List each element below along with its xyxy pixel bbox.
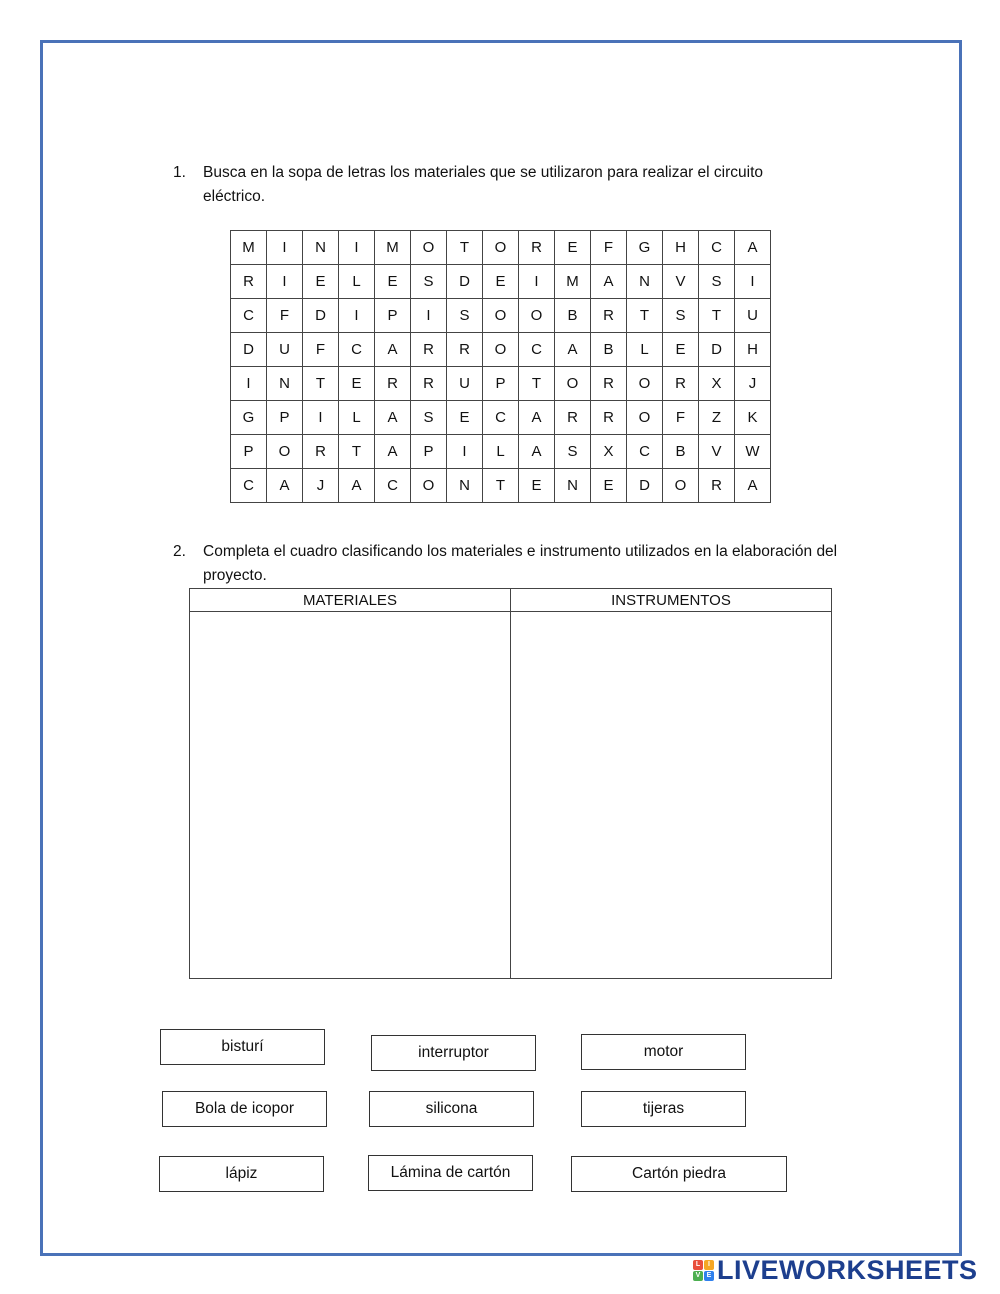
word-search-cell[interactable]: A bbox=[555, 333, 591, 367]
word-search-cell[interactable]: L bbox=[339, 265, 375, 299]
word-search-cell[interactable]: A bbox=[735, 469, 771, 503]
word-search-cell[interactable]: L bbox=[483, 435, 519, 469]
word-search-cell[interactable]: E bbox=[519, 469, 555, 503]
liveworksheets-logo bbox=[693, 1255, 978, 1285]
word-search-cell[interactable]: E bbox=[375, 265, 411, 299]
liveworksheets-mark-icon bbox=[693, 1260, 714, 1281]
word-search-cell[interactable]: U bbox=[447, 367, 483, 401]
word-search-cell[interactable]: M bbox=[555, 265, 591, 299]
word-search-cell[interactable]: C bbox=[339, 333, 375, 367]
word-search-cell[interactable]: I bbox=[267, 231, 303, 265]
word-search-cell[interactable]: T bbox=[483, 469, 519, 503]
word-search-cell[interactable]: P bbox=[483, 367, 519, 401]
question-1 bbox=[173, 161, 813, 211]
word-search-cell[interactable]: I bbox=[339, 231, 375, 265]
word-search-row bbox=[231, 435, 771, 469]
word-search-cell[interactable]: O bbox=[411, 231, 447, 265]
word-search-cell[interactable]: T bbox=[447, 231, 483, 265]
word-search-cell[interactable]: X bbox=[591, 435, 627, 469]
word-search-cell[interactable]: U bbox=[267, 333, 303, 367]
word-search-cell[interactable]: T bbox=[627, 299, 663, 333]
word-search-cell[interactable]: I bbox=[303, 401, 339, 435]
word-search-cell[interactable]: P bbox=[231, 435, 267, 469]
word-chip-interruptor[interactable]: interruptor bbox=[371, 1035, 536, 1071]
word-search-cell[interactable]: S bbox=[447, 299, 483, 333]
word-search-cell[interactable]: D bbox=[447, 265, 483, 299]
question-1-number: 1. bbox=[173, 164, 186, 181]
word-search-cell[interactable]: E bbox=[555, 231, 591, 265]
word-search-cell[interactable]: P bbox=[267, 401, 303, 435]
word-search-cell[interactable]: S bbox=[663, 299, 699, 333]
word-search-cell[interactable]: I bbox=[231, 367, 267, 401]
word-search-row bbox=[231, 469, 771, 503]
word-chip-lamina-de-carton[interactable]: Lámina de cartón bbox=[368, 1155, 533, 1191]
word-search-cell[interactable]: R bbox=[411, 367, 447, 401]
word-search-row bbox=[231, 367, 771, 401]
word-search-cell[interactable]: F bbox=[267, 299, 303, 333]
word-search-cell[interactable]: M bbox=[375, 231, 411, 265]
word-search-cell[interactable]: D bbox=[627, 469, 663, 503]
word-search-cell[interactable]: V bbox=[663, 265, 699, 299]
word-search-cell[interactable]: B bbox=[555, 299, 591, 333]
word-search-cell[interactable]: S bbox=[411, 401, 447, 435]
word-chip-bola-de-icopor[interactable]: Bola de icopor bbox=[162, 1091, 327, 1127]
instruments-drop-zone[interactable] bbox=[511, 612, 832, 979]
word-search-cell[interactable]: R bbox=[519, 231, 555, 265]
word-search-cell[interactable]: A bbox=[375, 333, 411, 367]
word-search-row bbox=[231, 231, 771, 265]
word-search-cell[interactable]: O bbox=[267, 435, 303, 469]
word-chip-bisturi[interactable]: bisturí bbox=[160, 1029, 325, 1065]
word-search-cell[interactable]: R bbox=[591, 299, 627, 333]
word-search-cell[interactable]: C bbox=[375, 469, 411, 503]
word-search-cell[interactable]: F bbox=[663, 401, 699, 435]
word-search-cell[interactable]: B bbox=[591, 333, 627, 367]
word-search-cell[interactable]: R bbox=[231, 265, 267, 299]
word-search-cell[interactable]: R bbox=[591, 367, 627, 401]
word-search-cell[interactable]: E bbox=[483, 265, 519, 299]
materials-drop-zone[interactable] bbox=[190, 612, 511, 979]
word-search-cell[interactable]: O bbox=[627, 401, 663, 435]
word-search-row bbox=[231, 299, 771, 333]
word-search-cell[interactable]: R bbox=[591, 401, 627, 435]
classification-table bbox=[189, 588, 832, 979]
word-search-cell[interactable]: U bbox=[735, 299, 771, 333]
word-chip-silicona[interactable]: silicona bbox=[369, 1091, 534, 1127]
word-search-cell[interactable]: K bbox=[735, 401, 771, 435]
instruments-header: INSTRUMENTOS bbox=[511, 589, 832, 612]
word-search-cell[interactable]: G bbox=[231, 401, 267, 435]
word-chip-tijeras[interactable]: tijeras bbox=[581, 1091, 746, 1127]
word-search-cell[interactable]: V bbox=[699, 435, 735, 469]
word-search-cell[interactable]: O bbox=[519, 299, 555, 333]
brand-name: LIVEWORKSHEETS bbox=[717, 1254, 978, 1285]
word-search-cell[interactable]: I bbox=[735, 265, 771, 299]
word-search-cell[interactable]: E bbox=[447, 401, 483, 435]
word-search-cell[interactable]: C bbox=[519, 333, 555, 367]
word-search-cell[interactable]: I bbox=[339, 299, 375, 333]
word-search-cell[interactable]: R bbox=[555, 401, 591, 435]
word-search-cell[interactable]: E bbox=[303, 265, 339, 299]
word-search-cell[interactable]: T bbox=[699, 299, 735, 333]
word-search-cell[interactable]: O bbox=[411, 469, 447, 503]
word-search-row bbox=[231, 265, 771, 299]
word-search-cell[interactable]: I bbox=[519, 265, 555, 299]
word-search-cell[interactable]: A bbox=[375, 401, 411, 435]
word-chip-carton-piedra[interactable]: Cartón piedra bbox=[571, 1156, 787, 1192]
word-search-cell[interactable]: I bbox=[411, 299, 447, 333]
word-search-cell[interactable]: F bbox=[591, 231, 627, 265]
word-search-cell[interactable]: A bbox=[339, 469, 375, 503]
word-search-cell[interactable]: R bbox=[699, 469, 735, 503]
word-search-cell[interactable]: C bbox=[483, 401, 519, 435]
word-search-cell[interactable]: S bbox=[699, 265, 735, 299]
word-search-cell[interactable]: A bbox=[267, 469, 303, 503]
word-search-cell[interactable]: O bbox=[627, 367, 663, 401]
word-search-cell[interactable]: O bbox=[555, 367, 591, 401]
word-search-cell[interactable]: B bbox=[663, 435, 699, 469]
word-search-cell[interactable]: O bbox=[483, 333, 519, 367]
logo-tile: L bbox=[693, 1260, 703, 1270]
question-2 bbox=[173, 540, 873, 590]
word-search-cell[interactable]: N bbox=[447, 469, 483, 503]
word-search-cell[interactable]: L bbox=[339, 401, 375, 435]
word-search-cell[interactable]: O bbox=[483, 231, 519, 265]
word-search-cell[interactable]: N bbox=[303, 231, 339, 265]
word-search-cell[interactable]: T bbox=[339, 435, 375, 469]
word-search-cell[interactable]: X bbox=[699, 367, 735, 401]
word-chip-motor[interactable]: motor bbox=[581, 1034, 746, 1070]
word-search-cell[interactable]: F bbox=[303, 333, 339, 367]
word-search-cell[interactable]: E bbox=[663, 333, 699, 367]
word-search-cell[interactable]: R bbox=[663, 367, 699, 401]
logo-tile: V bbox=[693, 1271, 703, 1281]
word-search-cell[interactable]: J bbox=[735, 367, 771, 401]
word-search-cell[interactable]: A bbox=[519, 435, 555, 469]
word-search-cell[interactable]: A bbox=[519, 401, 555, 435]
word-search-cell[interactable]: N bbox=[555, 469, 591, 503]
word-search-cell[interactable]: M bbox=[231, 231, 267, 265]
word-search-cell[interactable]: C bbox=[699, 231, 735, 265]
word-search-cell[interactable]: R bbox=[375, 367, 411, 401]
logo-tile: E bbox=[704, 1271, 714, 1281]
word-search-cell[interactable]: P bbox=[375, 299, 411, 333]
word-search-cell[interactable]: O bbox=[663, 469, 699, 503]
logo-tile: I bbox=[704, 1260, 714, 1270]
word-search-cell[interactable]: R bbox=[411, 333, 447, 367]
word-search-cell[interactable]: P bbox=[411, 435, 447, 469]
word-search-cell[interactable]: H bbox=[663, 231, 699, 265]
word-search-grid[interactable] bbox=[230, 230, 771, 503]
word-search-cell[interactable]: W bbox=[735, 435, 771, 469]
word-search-cell[interactable]: N bbox=[267, 367, 303, 401]
word-search-cell[interactable]: C bbox=[231, 469, 267, 503]
word-search-cell[interactable]: R bbox=[303, 435, 339, 469]
word-search-cell[interactable]: A bbox=[591, 265, 627, 299]
word-search-cell[interactable]: E bbox=[339, 367, 375, 401]
word-search-cell[interactable]: E bbox=[591, 469, 627, 503]
word-search-cell[interactable]: I bbox=[267, 265, 303, 299]
word-search-cell[interactable]: R bbox=[447, 333, 483, 367]
word-search-cell[interactable]: G bbox=[627, 231, 663, 265]
word-search-cell[interactable]: N bbox=[627, 265, 663, 299]
word-search-cell[interactable]: A bbox=[735, 231, 771, 265]
word-search-cell[interactable]: J bbox=[303, 469, 339, 503]
word-search-cell[interactable]: O bbox=[483, 299, 519, 333]
word-search-cell[interactable]: C bbox=[231, 299, 267, 333]
word-search-cell[interactable]: T bbox=[303, 367, 339, 401]
question-2-text: Completa el cuadro clasificando los materiales e instrumento utilizados en la elaboración del proyecto. bbox=[203, 543, 838, 584]
materials-header: MATERIALES bbox=[190, 589, 511, 612]
word-search-cell[interactable]: S bbox=[411, 265, 447, 299]
word-search-cell[interactable]: C bbox=[627, 435, 663, 469]
word-search-cell[interactable]: D bbox=[699, 333, 735, 367]
word-search-cell[interactable]: D bbox=[231, 333, 267, 367]
word-search-cell[interactable]: T bbox=[519, 367, 555, 401]
word-search-cell[interactable]: L bbox=[627, 333, 663, 367]
word-search-cell[interactable]: S bbox=[555, 435, 591, 469]
word-search-cell[interactable]: Z bbox=[699, 401, 735, 435]
word-search-row bbox=[231, 333, 771, 367]
question-1-text: Busca en la sopa de letras los materiales que se utilizaron para realizar el circuito eléctrico. bbox=[203, 164, 764, 205]
word-search-cell[interactable]: I bbox=[447, 435, 483, 469]
word-search-row bbox=[231, 401, 771, 435]
word-search-cell[interactable]: A bbox=[375, 435, 411, 469]
question-2-number: 2. bbox=[173, 543, 186, 560]
word-chip-lapiz[interactable]: lápiz bbox=[159, 1156, 324, 1192]
word-search-cell[interactable]: D bbox=[303, 299, 339, 333]
word-search-cell[interactable]: H bbox=[735, 333, 771, 367]
